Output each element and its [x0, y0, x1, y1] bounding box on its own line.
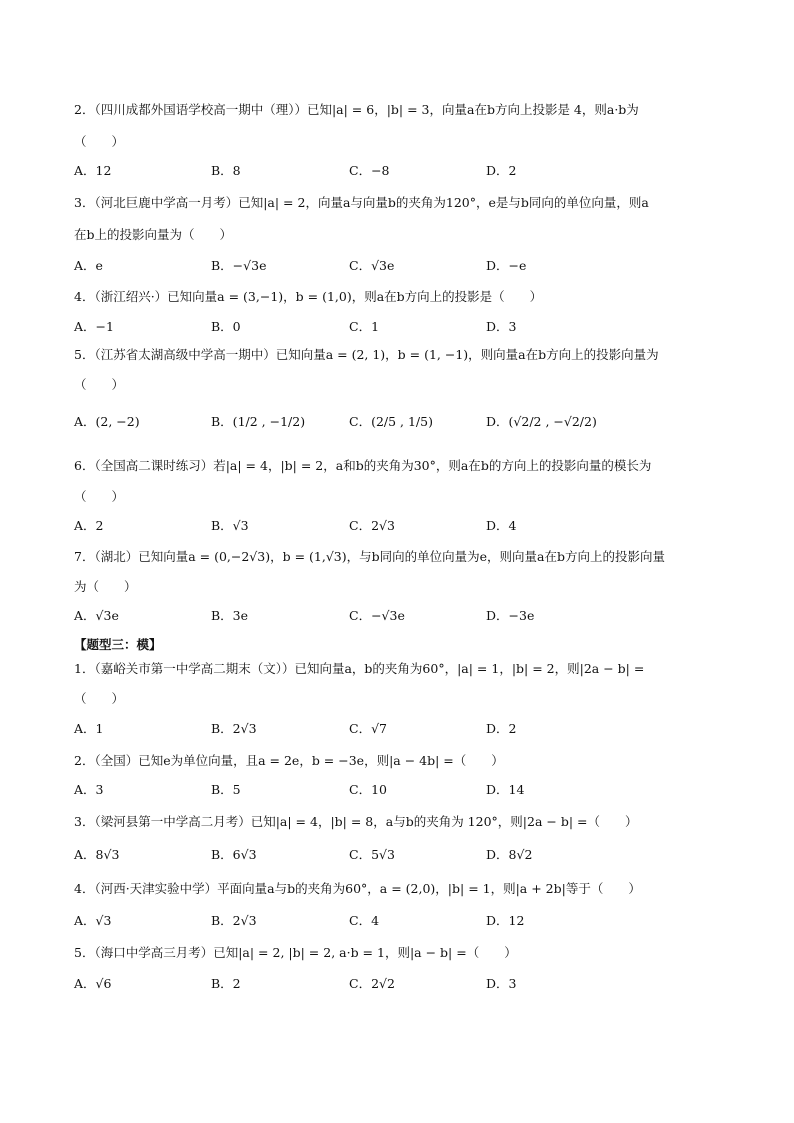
- option-d: D．14: [486, 782, 525, 797]
- problem-5-stem-line-1: 5．（江苏省太湖高级中学高一期中）已知向量a = (2, 1)，b = (1, −1)，则向量a在b方向上的投影向量为: [74, 347, 659, 362]
- option-b: B．2: [211, 976, 241, 991]
- option-d: D．2: [486, 721, 517, 736]
- problem-5-options: [74, 413, 734, 431]
- option-b: B．5: [211, 782, 241, 797]
- option-a: A．3: [74, 782, 104, 797]
- option-c: C．−8: [349, 163, 390, 178]
- option-b: B．−√3e: [211, 258, 267, 273]
- modulus-problem-3-options: [74, 846, 734, 864]
- modulus-problem-1-options: [74, 720, 734, 738]
- option-a: A．(2, −2): [74, 414, 140, 429]
- option-d: D．4: [486, 518, 517, 533]
- option-c: C．√7: [349, 721, 387, 736]
- option-d: D．12: [486, 913, 525, 928]
- option-a: A．√3e: [74, 608, 119, 623]
- option-d: D．8√2: [486, 847, 533, 862]
- problem-6-options: [74, 517, 734, 535]
- option-c: C．2√3: [349, 518, 395, 533]
- option-a: A．1: [74, 721, 104, 736]
- option-c: C．4: [349, 913, 380, 928]
- option-a: A．√3: [74, 913, 112, 928]
- option-a: A．8√3: [74, 847, 120, 862]
- option-b: B．(1/2 , −1/2): [211, 414, 306, 429]
- option-d: D．−e: [486, 258, 527, 273]
- option-b: B．√3: [211, 518, 249, 533]
- option-a: A．2: [74, 518, 104, 533]
- modulus-problem-4-stem-line-1: 4．（河西·天津实验中学）平面向量a与b的夹角为60°，a = (2,0)，|b| = 1，则|a + 2b|等于（ ）: [74, 881, 641, 896]
- problem-7-stem-line-1: 7．（湖北）已知向量a = (0,−2√3)，b = (1,√3)，与b同向的单位向量为e，则向量a在b方向上的投影向量: [74, 549, 665, 564]
- modulus-problem-4-options: [74, 912, 734, 930]
- modulus-problem-5-stem-line-1: 5．（海口中学高三月考）已知|a| = 2, |b| = 2, a·b = 1，则|a − b| =（ ）: [74, 945, 517, 960]
- option-a: A．−1: [74, 319, 114, 334]
- option-a: A．e: [74, 258, 103, 273]
- problem-2-stem-line-1: 2．（四川成都外国语学校高一期中（理））已知|a| = 6，|b| = 3，向量a在b方向上投影是 4，则a·b为: [74, 102, 639, 117]
- option-b: B．6√3: [211, 847, 257, 862]
- option-b: B．2√3: [211, 721, 257, 736]
- modulus-problem-5-options: [74, 975, 734, 993]
- option-b: B．8: [211, 163, 241, 178]
- option-d: D．3: [486, 976, 517, 991]
- modulus-problem-3-stem-line-1: 3．（梁河县第一中学高二月考）已知|a| = 4，|b| = 8，a与b的夹角为 120°，则|2a − b| =（ ）: [74, 814, 638, 829]
- modulus-problem-1-stem-line-1: 1．（嘉峪关市第一中学高二期末（文））已知向量a，b的夹角为60°，|a| = 1，|b| = 2，则|2a − b| =: [74, 661, 645, 676]
- option-c: C．1: [349, 319, 380, 334]
- problem-3-stem-line-2: 在b上的投影向量为（ ）: [74, 227, 233, 242]
- modulus-problem-2-options: [74, 781, 734, 799]
- option-c: C．2√2: [349, 976, 395, 991]
- problem-4-stem-line-1: 4．（浙江绍兴·）已知向量a = (3,−1)，b = (1,0)，则a在b方向上的投影是（ ）: [74, 289, 543, 304]
- option-c: C．10: [349, 782, 387, 797]
- modulus-problem-2-stem-line-1: 2．（全国）已知e为单位向量，且a = 2e，b = −3e，则|a − 4b| =（ ）: [74, 753, 504, 768]
- option-d: D．2: [486, 163, 517, 178]
- option-a: A．√6: [74, 976, 112, 991]
- problem-2-stem-line-2: （ ）: [74, 134, 125, 149]
- option-b: B．3e: [211, 608, 249, 623]
- problem-6-stem-line-2: （ ）: [74, 489, 125, 504]
- problem-7-stem-line-2: 为（ ）: [74, 579, 137, 594]
- problem-7-options: [74, 607, 734, 625]
- problem-2-options: [74, 162, 734, 180]
- option-b: B．0: [211, 319, 241, 334]
- option-d: D．−3e: [486, 608, 535, 623]
- problem-6-stem-line-1: 6．（全国高二课时练习）若|a| = 4，|b| = 2，a和b的夹角为30°，则a在b的方向上的投影向量的模长为: [74, 458, 652, 473]
- problem-5-stem-line-2: （ ）: [74, 377, 125, 392]
- modulus-problem-1-stem-line-2: （ ）: [74, 691, 125, 706]
- problem-3-options: [74, 257, 734, 275]
- option-b: B．2√3: [211, 913, 257, 928]
- section-title: 【题型三：模】: [74, 637, 162, 652]
- option-d: D．3: [486, 319, 517, 334]
- option-a: A．12: [74, 163, 112, 178]
- option-c: C．(2/5 , 1/5): [349, 414, 433, 429]
- option-d: D．(√2/2 , −√2/2): [486, 414, 597, 429]
- option-c: C．5√3: [349, 847, 395, 862]
- option-c: C．−√3e: [349, 608, 405, 623]
- problem-3-stem-line-1: 3．（河北巨鹿中学高一月考）已知|a| = 2，向量a与向量b的夹角为120°，e是与b同向的单位向量，则a: [74, 195, 649, 210]
- problem-4-options: [74, 318, 734, 336]
- option-c: C．√3e: [349, 258, 395, 273]
